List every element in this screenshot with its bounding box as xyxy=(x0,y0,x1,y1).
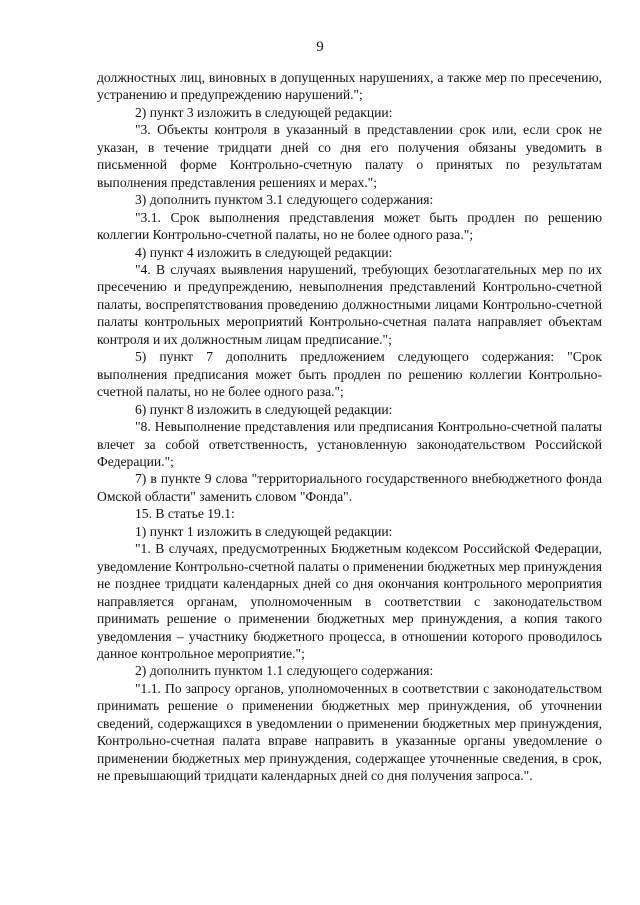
paragraph: 3) дополнить пунктом 3.1 следующего содержания: xyxy=(135,192,434,208)
paragraph: 2) пункт 3 изложить в следующей редакции: xyxy=(135,104,393,120)
paragraph: 5) пункт 7 дополнить предложением следующего содержания: "Срок выполнения предписания может быть продлен по решению коллегии Контрольно-счетной палаты, но не более одного раза."; xyxy=(97,349,602,400)
paragraph: 1) пункт 1 изложить в следующей редакции: xyxy=(135,523,393,539)
page-number: 9 xyxy=(316,39,324,55)
paragraph: "3.1. Срок выполнения представления может быть продлен по решению коллегии Контрольно-счетной палаты, но не более одного раза."; xyxy=(97,209,602,243)
paragraph: 6) пункт 8 изложить в следующей редакции: xyxy=(135,401,393,417)
document-body xyxy=(97,69,602,785)
paragraph: "8. Невыполнение представления или предписания Контрольно-счетной палаты влечет за собой ответственность, установленную законодательством Российской Федерации."; xyxy=(97,419,602,469)
paragraph: 4) пункт 4 изложить в следующей редакции: xyxy=(135,244,393,260)
paragraph: 2) дополнить пунктом 1.1 следующего содержания: xyxy=(135,663,434,679)
paragraph: 15. В статье 19.1: xyxy=(135,506,235,522)
paragraph: "4. В случаях выявления нарушений, требующих безотлагательных мер по их пресечению и предупреждению, невыполнения представлений Контрольно-счетной палаты, воспрепятствования проведению должностными лицами Контрольно-счетной палаты контрольных мероприятий Контрольно-счетная палата направляет объектам контроля и их должностным лицам предписание."; xyxy=(97,261,602,347)
paragraph: "3. Объекты контроля в указанный в представлении срок или, если срок не указан, в течение тридцати дней со дня его получения обязаны уведомить в письменной форме Контрольно-счетную палату о принятых по результатам выполнения представления решениях и мерах."; xyxy=(97,122,602,190)
paragraph: 7) в пункте 9 слова "территориального государственного внебюджетного фонда Омской области" заменить словом "Фонда". xyxy=(97,471,602,504)
paragraph: "1.1. По запросу органов, уполномоченных в соответствии с законодательством принимать решение о применении бюджетных мер принуждения, об уточнении сведений, содержащихся в уведомлении о применении бюджетных мер принуждения, Контрольно-счетная палата вправе направить в указанные органы уведомление о применении бюджетных мер принуждения, содержащее уточненные сведения, в срок, не превышающий тридцати календарных дней со дня получения запроса.". xyxy=(97,680,602,784)
paragraph: "1. В случаях, предусмотренных Бюджетным кодексом Российской Федерации, уведомление Контрольно-счетной палаты о применении бюджетных мер принуждения не позднее тридцати календарных дней со дня окончания контрольного мероприятия направляется органам, уполномоченным в соответствии с законодательством принимать решение о применении бюджетных мер принуждения, а копия такого уведомления – участнику бюджетного процесса, в отношении которого проводилось данное контрольное мероприятие."; xyxy=(97,541,602,661)
paragraph: должностных лиц, виновных в допущенных нарушениях, а также мер по пресечению, устранению и предупреждению нарушений."; xyxy=(97,70,602,103)
